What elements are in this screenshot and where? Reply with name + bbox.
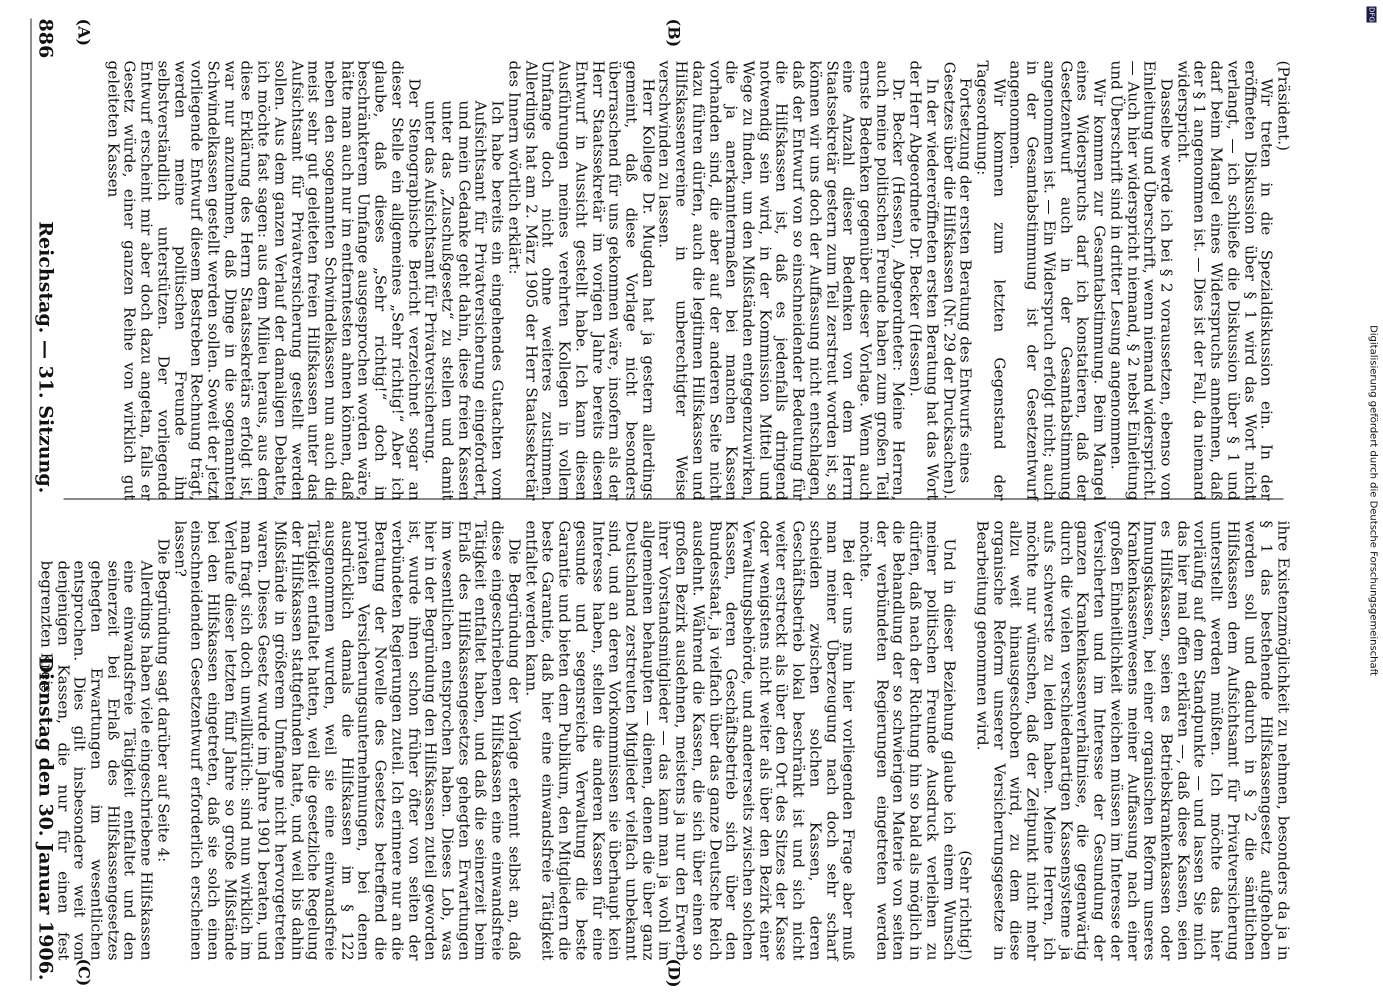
header-date: Dienstag den 30. Januar 1906. [34, 655, 56, 980]
margin-mark-a: (A) [74, 18, 93, 46]
paragraph: Fortsetzung der ersten Beratung des Entwurfs eines Gesetzes über die Hilfskassen (Nr. 29 der Drucksachen). [939, 61, 975, 499]
paragraph: Die Begründung der Vorlage erkennt selbst an, daß diese eingeschriebenen Hilfskassen eine einwandsfreie Tätigkeit entfaltet haben, und daß die seinerzeit beim Erlaß des Hilfskassengesetzes gehegten Erwartungen im wesentlichen entsprochen haben. Dieses Lob, was hier in der Begründung den Hilfskassen zuteil geworden ist, wurde ihnen schon früher öfter von seiten der verbündeten Regierungen zuteil. Ich erinnere nur an die Beratung der Novelle des Gesetzes betreffend die privaten Versicherungsunternehmungen, bei denen ausdrücklich damals die Hilfskassen im § 122 ausgenommen wurden, weil sie eine einwandsfreie Tätigkeit entfaltet hatten, weil die gesetzliche Regelung der Hilfskassen stattgefunden hatte, und weil bis dahin Mißstände in größerem Umfange nicht hervorgetreten waren. Dieses Gesetz wurde im Jahre 1901 beraten, und man fragt sich doch unwillkürlich: sind nun wirklich im Verlaufe dieser letzten fünf Jahre so große Mißstände bei den Hilfskassen eingetreten, daß sie solch einen einschneidenden Gesetzentwurf erforderlich erscheinen lassen? [170, 520, 523, 960]
paragraph: Dr. Becker (Hessen), Abgeordneter: Meine Herren, auch meine politischen Freunde haben zum großen Teil ernste Bedenken gegenüber dieser Vorlage. Wenn auch eine Anzahl dieser Bedenken von dem Herrn Staatssekretär gestern zum Teil zerstreut worden ist, so können wir uns doch der Auffassung nicht entschlagen, daß der Entwurf von so einschneidender Bedeutung für die Hilfskassen ist, daß es jedenfalls dringend notwendig sein wird, in der Kommission Mittel und Wege zu finden, um den Mißständen entgegenzuwirken, die ja anerkanntermaßen bei manchen Kassen vorhanden sind, die aber auf der anderen Seite nicht dazu führen dürfen, auch die legitimen Hilfskassen und Hilfskassenvereine in unberechtigter Weise verschwinden zu lassen. [655, 60, 908, 500]
paragraph: Wir kommen zum letzten Gegenstand der Tagesordnung: [973, 60, 1008, 500]
digitization-footer [1367, 0, 1378, 1000]
paragraph: Ich habe bereits ein eingehendes Gutachten vom Aufsichtsamt für Privatversicherung eingefordert, und mein Gedanke geht dahin, diese freien Kassen unter das „Zuschußgesetz“ zu stellen und damit unter das Aufsichtsamt für Privatversicherung. [421, 100, 507, 500]
paragraph: Wir treten in die Spezialdiskussion ein. In der eröffneten Diskussion über § 1 wird das Wort nicht verlangt, — ich schließe die Diskussion über § 1 und darf beim Mangel eines Widerspruchs annehmen, daß der § 1 angenommen ist. — Dies ist der Fall, da niemand widerspricht. [1173, 60, 1276, 500]
paragraph: Wir kommen zur Gesamtabstimmung. Beim Mangel eines Widerspruchs darf ich konstatieren, daß der Gesetzentwurf auch in der Gesamtabstimmung angenommen ist. — Ein Widerspruch erfolgt nicht; auch in der Gesamtabstimmung ist der Gesetzentwurf angenommen. [1006, 60, 1109, 500]
page-number: 886 [34, 18, 56, 58]
paragraph: ihre Existenzmöglichkeit zu nehmen, besonders da ja in § 1 das bestehende Hilfskassengesetz aufgehoben werden soll und dadurch in § 2 die sämtlichen Hilfskassen dem Aufsichtsamt für Privatversicherung unterstellt werden müßten. Ich möchte das hier vorläufig auf dem Standpunkte — und lassen Sie mich das hier mal offen erklären —, daß diese Kassen, seien es Hilfskassen, seien es Betriebskrankenkassen oder Innungskassen, bei einer organischen Reform unseres Krankenkassenwesens meiner Auffassung nach einer großen Einheitlichkeit weichen müssen im Interesse der Versicherten und im Interesse der Gesundung der ganzen Krankenkassenverhältnisse, die gegenwärtig durch die vielen verschiedenartigen Kassensysteme ja aufs schwerste zu leiden haben. Meine Herren, ich möchte nur wünschen, daß der Zeitpunkt nicht mehr allzu weit hinausgeschoben wird, zu dem diese organische Reform unserer Versicherungsgesetze in Bearbeitung genommen wird. [973, 520, 1292, 960]
paragraph: Allerdings haben viele eingeschriebene Hilfskassen eine einwandsfreie Tätigkeit entfaltet und den seinerzeit bei Erlaß des Hilfskassengesetzes gehegten Erwartungen im wesentlichen entsprochen. Dies gilt insbesondere weit von denjenigen Kassen, die nur für einen fest begrenzten Kreis [36, 560, 156, 960]
footer-text: Digitalisierung gefördert durch die Deutsche Forschungsgemeinschaft [1367, 324, 1378, 676]
paragraph: Der Stenographische Bericht verzeichnet sogar an dieser Stelle ein allgemeines „Sehr richtig!“ Aber ich glaube, daß dieses „Sehr richtig!“ doch in beschränkterem Umfange ausgesprochen worden wäre, hätte man auch nur im entferntesten ahnen können, daß neben den sogenannten Schwindelkassen nun auch die meist sehr gut geleiteten freien Hilfskassen unter das Aufsichtsamt für Privatversicherung gestellt werden sollen. Aus dem ganzen Verlauf der damaligen Debatte, ich möchte fast sagen: aus dem Milieu heraus, aus dem diese Erklärung des Herrn Staatssekretärs erfolgt ist, war nur anzunehmen, daß Dinge in die sogenannten Schwindelkassen gestellt werden sollen. Soweit der jetzt vorliegende Entwurf diesem Bestreben Rechnung trägt, werden meine politischen Freunde ihn selbstverständlich unterstützen. Der vorliegende Entwurf erscheint mir aber doch dazu angetan, falls er Gesetz würde, einer ganzen Reihe von wirklich gut geleiteten Kassen [103, 60, 423, 500]
paragraph: (Präsident.) [1274, 60, 1292, 151]
paragraph: Bei der uns nun hier vorliegenden Frage aber muß man meiner Überzeugung nach doch sehr scharf scheiden zwischen solchen Kassen, deren Geschäftsbetrieb lokal beschränkt ist und sich nicht weiter erstreckt als über den Ort des Sitzes der Kasse oder wenigstens nicht weiter als über den Bezirk einer Verwaltungsbehörde, und andererseits zwischen solchen Kassen, deren Geschäftsbetrieb sich über den Bundesstaat, ja vielfach über das ganze Deutsche Reich ausdehnt. Während die Kassen, die sich über einen so großen Bezirk ausdehnen, meistens ja nur den Erwerb ihrer Vorstandsmitglieder — das kann man ja wohl im allgemeinen behaupten — dienen, denen die über ganz Deutschland zerstreuten Mitglieder vielfach unbekannt sind, und an deren Vorkommnissen sie überhaupt kein Interesse haben, stellen die anderen Kassen für eine gesunde und segensreiche Verwaltung die beste Garantie und bieten dem Publikum, den Mitgliedern die beste Garantie, daß hier eine einwandsfreie Tätigkeit entfaltet werden kann. [521, 520, 858, 960]
header-title: Reichstag. — 31. Sitzung. [34, 220, 56, 493]
paragraph: Die Begründung sagt darüber auf Seite 4: [153, 538, 172, 862]
left-column [66, 60, 1291, 500]
paragraph: Dasselbe werde ich bei § 2 voraussetzen, ebenso von Einleitung und Überschrift, wenn niemand widerspricht. — Auch hier widerspricht niemand, § 2 nebst Einleitung und Überschrift sind in dritter Lesung angenommen. [1106, 60, 1175, 500]
paragraph: In der wiedereröffneten ersten Beratung hat das Wort der Herr Abgeordnete Dr. Becker (Hessen). [906, 60, 941, 500]
margin-mark-b: (B) [664, 18, 683, 47]
dfg-logo: DFG [1367, 6, 1375, 22]
paragraph: Und in dieser Beziehung glaube ich einem Wunsch meiner politischen Freunde Ausdruck verleihen zu dürfen, daß nach der Richtung hin so bald als möglich in die Behandlung der so schwierigen Materie von seiten der verbündeten Regierungen eingetreten werden möchte. [856, 520, 958, 960]
margin-mark-c: (C) [74, 958, 93, 986]
paragraph: Herr Kollege Dr. Mugdan hat ja gestern allerdings gemeint, daß diese Vorlage nicht besonders überraschend für uns gekommen wäre, insofern als der Herr Staatssekretär im vorigen Jahre bereits diesen Entwurf in Aussicht gestellt habe. Ich kann diesen Ausführungen meines verehrten Kollegen in vollem Umfange doch nicht ohne weiteres zustimmen. Allerdings hat am 2. März 1905 der Herr Staatssekretär des Innern wörtlich erklärt: [504, 60, 657, 500]
margin-mark-d: (D) [664, 958, 683, 988]
paragraph: (Sehr richtig!) [956, 849, 975, 960]
